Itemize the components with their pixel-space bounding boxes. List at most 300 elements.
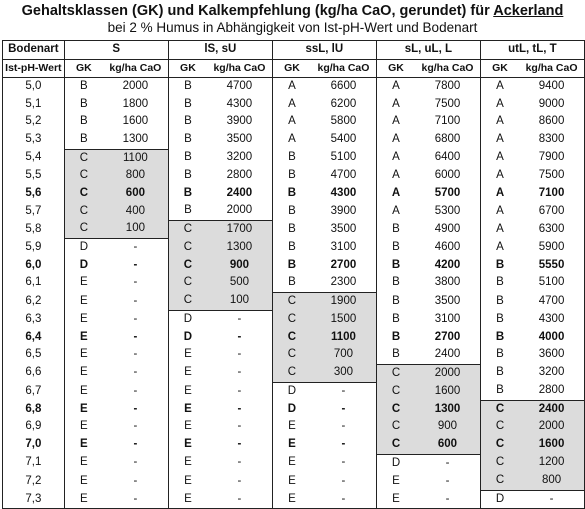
cao-cell: 1100 bbox=[103, 149, 168, 167]
ph-value: 7,3 bbox=[3, 490, 65, 509]
cao-cell: 700 bbox=[311, 346, 376, 364]
gk-cell: E bbox=[64, 472, 103, 490]
gk-cell: A bbox=[376, 131, 415, 149]
table-row bbox=[3, 149, 585, 167]
cao-cell: - bbox=[519, 490, 584, 509]
table-row bbox=[3, 364, 585, 382]
gk-cell: A bbox=[480, 131, 519, 149]
gk-cell: A bbox=[376, 167, 415, 185]
table-row bbox=[3, 96, 585, 114]
ph-value: 5,1 bbox=[3, 96, 65, 114]
gk-cell: B bbox=[272, 220, 311, 238]
subheader-cao: kg/ha CaO bbox=[415, 59, 480, 78]
gk-cell: C bbox=[376, 400, 415, 418]
gk-cell: D bbox=[168, 329, 207, 347]
gk-cell: D bbox=[64, 257, 103, 275]
gk-cell: E bbox=[64, 310, 103, 328]
cao-cell: - bbox=[341, 438, 346, 451]
cao-cell: - bbox=[237, 330, 242, 343]
gk-cell: B bbox=[480, 310, 519, 328]
cao-cell: - bbox=[237, 402, 242, 415]
gk-cell: A bbox=[272, 113, 311, 131]
cao-cell: 1800 bbox=[122, 97, 149, 110]
gk-cell: B bbox=[376, 239, 415, 257]
cao-cell: 1600 bbox=[519, 436, 584, 454]
gk-cell: C bbox=[376, 436, 415, 454]
gk-cell: D bbox=[376, 454, 415, 472]
gk-cell: C bbox=[480, 418, 519, 436]
gk-cell: A bbox=[376, 202, 415, 220]
cao-cell: 1900 bbox=[311, 292, 376, 310]
cao-cell: - bbox=[341, 474, 346, 487]
gk-cell: C bbox=[376, 364, 415, 382]
cao-cell: 800 bbox=[519, 472, 584, 490]
cao-cell: 3100 bbox=[434, 312, 461, 325]
cao-cell: - bbox=[133, 402, 138, 415]
ph-value: 5,2 bbox=[3, 113, 65, 131]
cao-cell: 1700 bbox=[207, 220, 272, 238]
gk-cell: B bbox=[480, 329, 519, 347]
cao-cell: 1300 bbox=[207, 239, 272, 257]
gk-cell: E bbox=[168, 436, 207, 454]
gk-cell: C bbox=[64, 202, 103, 220]
lime-recommendation-table bbox=[2, 40, 585, 509]
gk-cell: B bbox=[64, 78, 103, 96]
ph-value: 6,1 bbox=[3, 274, 65, 292]
table-row bbox=[3, 220, 585, 238]
ph-value: 6,2 bbox=[3, 292, 65, 310]
gk-cell: C bbox=[272, 329, 311, 347]
subheader-gk: GK bbox=[480, 59, 519, 78]
gk-cell: A bbox=[480, 78, 519, 96]
gk-cell: C bbox=[376, 382, 415, 400]
table-row bbox=[3, 131, 585, 149]
cao-cell: 1300 bbox=[415, 400, 480, 418]
gk-cell: C bbox=[376, 418, 415, 436]
table-row bbox=[3, 490, 585, 509]
table-row bbox=[3, 113, 585, 131]
table-row bbox=[3, 239, 585, 257]
title-highlight: Ackerland bbox=[493, 3, 564, 19]
gk-cell: B bbox=[64, 96, 103, 114]
gk-cell: E bbox=[168, 490, 207, 509]
cao-cell: 5300 bbox=[434, 204, 461, 217]
gk-cell: B bbox=[480, 382, 519, 400]
cao-cell: 3600 bbox=[519, 346, 584, 364]
gk-cell: A bbox=[480, 185, 519, 203]
cao-cell: 600 bbox=[415, 436, 480, 454]
gk-cell: B bbox=[272, 167, 311, 185]
cao-cell: 900 bbox=[415, 418, 480, 436]
gk-cell: A bbox=[480, 202, 519, 220]
ph-value: 5,3 bbox=[3, 131, 65, 149]
cao-cell: 7800 bbox=[434, 80, 461, 93]
page-title bbox=[0, 3, 585, 20]
cao-cell: 2800 bbox=[519, 382, 584, 400]
gk-cell: B bbox=[376, 346, 415, 364]
cao-cell: 7900 bbox=[519, 149, 584, 167]
cao-cell: 600 bbox=[103, 185, 168, 203]
gk-cell: B bbox=[272, 149, 311, 167]
cao-cell: 2000 bbox=[519, 418, 584, 436]
gk-cell: A bbox=[480, 149, 519, 167]
gk-cell: E bbox=[272, 472, 311, 490]
cao-cell: - bbox=[133, 474, 138, 487]
cao-cell: - bbox=[237, 384, 242, 397]
gk-cell: E bbox=[376, 472, 415, 490]
gk-cell: B bbox=[272, 274, 311, 292]
cao-cell: - bbox=[237, 312, 242, 325]
gk-cell: E bbox=[64, 490, 103, 509]
cao-cell: - bbox=[237, 474, 242, 487]
cao-cell: - bbox=[341, 420, 346, 433]
cao-cell: 4300 bbox=[226, 97, 253, 110]
ph-value: 5,6 bbox=[3, 185, 65, 203]
ph-value: 6,9 bbox=[3, 418, 65, 436]
cao-cell: 1200 bbox=[519, 454, 584, 472]
cao-cell: - bbox=[133, 384, 138, 397]
group-header: ssL, lU bbox=[272, 41, 376, 60]
gk-cell: E bbox=[64, 418, 103, 436]
gk-cell: D bbox=[272, 382, 311, 400]
subheader-cao: kg/ha CaO bbox=[519, 59, 584, 78]
cao-cell: 1300 bbox=[122, 132, 149, 145]
group-header: utL, tL, T bbox=[480, 41, 584, 60]
table-row bbox=[3, 329, 585, 347]
gk-cell: D bbox=[272, 400, 311, 418]
ph-value: 5,5 bbox=[3, 167, 65, 185]
gk-cell: E bbox=[168, 454, 207, 472]
cao-cell: 900 bbox=[207, 257, 272, 275]
cao-cell: - bbox=[207, 490, 272, 509]
header-row-groups bbox=[3, 41, 585, 60]
cao-cell: 9400 bbox=[519, 78, 584, 96]
gk-cell: B bbox=[272, 257, 311, 275]
cao-cell: 1500 bbox=[311, 310, 376, 328]
gk-cell: A bbox=[376, 96, 415, 114]
subheader-gk: GK bbox=[64, 59, 103, 78]
cao-cell: 7500 bbox=[519, 167, 584, 185]
cao-cell: 2000 bbox=[415, 364, 480, 382]
cao-cell: 5400 bbox=[330, 133, 357, 146]
cao-cell: - bbox=[237, 348, 242, 361]
cao-cell: 2000 bbox=[226, 204, 253, 217]
cao-cell: 1100 bbox=[311, 329, 376, 347]
table-row bbox=[3, 436, 585, 454]
gk-cell: E bbox=[64, 400, 103, 418]
subheader-cao: kg/ha CaO bbox=[207, 59, 272, 78]
cao-cell: 6200 bbox=[330, 97, 357, 110]
cao-cell: 3900 bbox=[330, 204, 357, 217]
gk-cell: A bbox=[480, 96, 519, 114]
gk-cell: C bbox=[168, 292, 207, 310]
cao-cell: 5800 bbox=[330, 115, 357, 128]
gk-cell: B bbox=[376, 274, 415, 292]
subheader-cao: kg/ha CaO bbox=[311, 59, 376, 78]
gk-cell: A bbox=[480, 113, 519, 131]
cao-cell: 5900 bbox=[519, 239, 584, 257]
cao-cell: - bbox=[133, 456, 138, 469]
cao-cell: - bbox=[237, 438, 242, 451]
gk-cell: B bbox=[168, 113, 207, 131]
table-row bbox=[3, 292, 585, 310]
cao-cell: 2400 bbox=[434, 348, 461, 361]
gk-cell: B bbox=[480, 292, 519, 310]
gk-cell: D bbox=[64, 239, 103, 257]
table-row bbox=[3, 346, 585, 364]
gk-cell: B bbox=[272, 202, 311, 220]
ph-value: 5,7 bbox=[3, 202, 65, 220]
gk-cell: C bbox=[480, 400, 519, 418]
gk-cell: E bbox=[272, 418, 311, 436]
gk-cell: C bbox=[272, 364, 311, 382]
cao-cell: 2000 bbox=[122, 80, 149, 93]
cao-cell: 4700 bbox=[226, 80, 253, 93]
table-row bbox=[3, 78, 585, 96]
gk-cell: E bbox=[64, 436, 103, 454]
cao-cell: 7500 bbox=[434, 97, 461, 110]
gk-cell: E bbox=[64, 346, 103, 364]
cao-cell: - bbox=[415, 490, 480, 509]
cao-cell: 800 bbox=[103, 167, 168, 185]
gk-cell: A bbox=[376, 185, 415, 203]
gk-cell: B bbox=[168, 131, 207, 149]
ph-value: 6,8 bbox=[3, 400, 65, 418]
gk-cell: E bbox=[64, 329, 103, 347]
cao-cell: - bbox=[237, 420, 242, 433]
cao-cell: 4300 bbox=[330, 186, 357, 199]
gk-cell: A bbox=[376, 78, 415, 96]
gk-cell: B bbox=[168, 78, 207, 96]
gk-cell: E bbox=[64, 382, 103, 400]
cao-cell: - bbox=[237, 456, 242, 469]
gk-cell: C bbox=[168, 257, 207, 275]
table-row bbox=[3, 418, 585, 436]
cao-cell: - bbox=[133, 438, 138, 451]
cao-cell: 4900 bbox=[434, 222, 461, 235]
cao-cell: 2700 bbox=[330, 258, 357, 271]
cao-cell: 3200 bbox=[226, 151, 253, 164]
gk-cell: E bbox=[272, 490, 311, 509]
gk-cell: C bbox=[64, 185, 103, 203]
gk-cell: C bbox=[168, 274, 207, 292]
gk-cell: B bbox=[376, 257, 415, 275]
gk-cell: A bbox=[480, 239, 519, 257]
ph-value: 6,5 bbox=[3, 346, 65, 364]
cao-cell: 4000 bbox=[519, 329, 584, 347]
gk-cell: C bbox=[168, 239, 207, 257]
gk-cell: A bbox=[376, 113, 415, 131]
cao-cell: 4200 bbox=[434, 258, 461, 271]
gk-cell: E bbox=[272, 436, 311, 454]
cao-cell: 7100 bbox=[434, 115, 461, 128]
cao-cell: 1600 bbox=[415, 382, 480, 400]
cao-cell: 3500 bbox=[330, 222, 357, 235]
gk-cell: A bbox=[376, 149, 415, 167]
cao-cell: 2400 bbox=[519, 400, 584, 418]
corner-bottom-cell: Ist-pH-Wert bbox=[3, 59, 65, 78]
table-row bbox=[3, 310, 585, 328]
gk-cell: C bbox=[64, 220, 103, 238]
gk-cell: B bbox=[272, 185, 311, 203]
gk-cell: E bbox=[64, 274, 103, 292]
cao-cell: 6700 bbox=[519, 202, 584, 220]
gk-cell: C bbox=[168, 220, 207, 238]
cao-cell: - bbox=[133, 330, 138, 343]
gk-cell: C bbox=[272, 346, 311, 364]
page bbox=[0, 3, 585, 509]
cao-cell: 4700 bbox=[519, 292, 584, 310]
gk-cell: B bbox=[376, 310, 415, 328]
subheader-gk: GK bbox=[272, 59, 311, 78]
cao-cell: 6600 bbox=[330, 80, 357, 93]
cao-cell: - bbox=[133, 366, 138, 379]
page-subtitle: bei 2 % Humus in Abhängigkeit von Ist-pH-Wert und Bodenart bbox=[107, 20, 478, 35]
gk-cell: B bbox=[168, 185, 207, 203]
ph-value: 6,3 bbox=[3, 310, 65, 328]
gk-cell: B bbox=[272, 239, 311, 257]
gk-cell: C bbox=[272, 292, 311, 310]
group-header: S bbox=[64, 41, 168, 60]
cao-cell: 100 bbox=[103, 220, 168, 238]
cao-cell: - bbox=[341, 402, 346, 415]
table-row bbox=[3, 185, 585, 203]
cao-cell: 2800 bbox=[226, 169, 253, 182]
cao-cell: - bbox=[133, 420, 138, 433]
gk-cell: B bbox=[64, 131, 103, 149]
cao-cell: 6000 bbox=[434, 169, 461, 182]
cao-cell: 6800 bbox=[434, 133, 461, 146]
gk-cell: C bbox=[480, 436, 519, 454]
table-row bbox=[3, 454, 585, 472]
cao-cell: - bbox=[133, 258, 138, 271]
cao-cell: - bbox=[133, 241, 138, 254]
table-row bbox=[3, 167, 585, 185]
cao-cell: - bbox=[445, 474, 450, 487]
cao-cell: 100 bbox=[207, 292, 272, 310]
table-row bbox=[3, 382, 585, 400]
gk-cell: B bbox=[376, 292, 415, 310]
cao-cell: 3100 bbox=[330, 240, 357, 253]
gk-cell: D bbox=[168, 310, 207, 328]
cao-cell: - bbox=[103, 490, 168, 509]
gk-cell: A bbox=[480, 167, 519, 185]
group-header: lS, sU bbox=[168, 41, 272, 60]
ph-value: 6,7 bbox=[3, 382, 65, 400]
ph-value: 5,0 bbox=[3, 78, 65, 96]
ph-value: 5,9 bbox=[3, 239, 65, 257]
cao-cell: - bbox=[445, 456, 450, 469]
gk-cell: B bbox=[168, 96, 207, 114]
ph-value: 5,4 bbox=[3, 149, 65, 167]
gk-cell: C bbox=[64, 167, 103, 185]
gk-cell: C bbox=[272, 310, 311, 328]
cao-cell: 2400 bbox=[226, 186, 253, 199]
title-text: Gehaltsklassen (GK) und Kalkempfehlung (kg/ha CaO, gerundet) für bbox=[21, 3, 494, 19]
table-body bbox=[3, 78, 585, 509]
cao-cell: 400 bbox=[103, 202, 168, 220]
table-row bbox=[3, 257, 585, 275]
cao-cell: 3500 bbox=[226, 133, 253, 146]
group-header: sL, uL, L bbox=[376, 41, 480, 60]
cao-cell: - bbox=[237, 366, 242, 379]
cao-cell: 9000 bbox=[519, 96, 584, 114]
header-row-sub bbox=[3, 59, 585, 78]
gk-cell: D bbox=[480, 490, 519, 509]
cao-cell: 3900 bbox=[226, 115, 253, 128]
cao-cell: - bbox=[133, 294, 138, 307]
cao-cell: 4600 bbox=[434, 240, 461, 253]
gk-cell: B bbox=[376, 220, 415, 238]
cao-cell: - bbox=[341, 456, 346, 469]
gk-cell: B bbox=[168, 149, 207, 167]
gk-cell: B bbox=[480, 274, 519, 292]
gk-cell: E bbox=[64, 364, 103, 382]
subheader-gk: GK bbox=[168, 59, 207, 78]
ph-value: 6,4 bbox=[3, 329, 65, 347]
table-row bbox=[3, 202, 585, 220]
cao-cell: 300 bbox=[311, 364, 376, 382]
cao-cell: 1600 bbox=[122, 115, 149, 128]
cao-cell: 6400 bbox=[434, 151, 461, 164]
gk-cell: B bbox=[480, 346, 519, 364]
cao-cell: 4300 bbox=[519, 310, 584, 328]
subheader-cao: kg/ha CaO bbox=[103, 59, 168, 78]
cao-cell: 2700 bbox=[434, 330, 461, 343]
gk-cell: E bbox=[168, 472, 207, 490]
gk-cell: E bbox=[376, 490, 415, 509]
gk-cell: E bbox=[64, 292, 103, 310]
cao-cell: - bbox=[341, 384, 346, 397]
cao-cell: 6300 bbox=[519, 220, 584, 238]
gk-cell: C bbox=[64, 149, 103, 167]
gk-cell: A bbox=[272, 131, 311, 149]
gk-cell: B bbox=[168, 167, 207, 185]
cao-cell: - bbox=[133, 276, 138, 289]
gk-cell: A bbox=[272, 78, 311, 96]
gk-cell: A bbox=[480, 220, 519, 238]
gk-cell: C bbox=[480, 454, 519, 472]
cao-cell: 4700 bbox=[330, 169, 357, 182]
cao-cell: 5100 bbox=[519, 274, 584, 292]
cao-cell: 3800 bbox=[434, 276, 461, 289]
cao-cell: 5550 bbox=[519, 257, 584, 275]
ph-value: 7,0 bbox=[3, 436, 65, 454]
ph-value: 7,1 bbox=[3, 454, 65, 472]
table-row bbox=[3, 400, 585, 418]
cao-cell: 8300 bbox=[519, 131, 584, 149]
cao-cell: 3500 bbox=[434, 294, 461, 307]
gk-cell: E bbox=[168, 346, 207, 364]
gk-cell: B bbox=[376, 329, 415, 347]
subheader-gk: GK bbox=[376, 59, 415, 78]
gk-cell: E bbox=[168, 382, 207, 400]
corner-top-cell: Bodenart bbox=[3, 41, 65, 60]
gk-cell: B bbox=[168, 202, 207, 220]
cao-cell: 8600 bbox=[519, 113, 584, 131]
cao-cell: 5100 bbox=[330, 151, 357, 164]
cao-cell: 500 bbox=[207, 274, 272, 292]
gk-cell: B bbox=[64, 113, 103, 131]
gk-cell: C bbox=[480, 472, 519, 490]
table-row bbox=[3, 274, 585, 292]
gk-cell: B bbox=[480, 257, 519, 275]
gk-cell: B bbox=[480, 364, 519, 382]
ph-value: 6,6 bbox=[3, 364, 65, 382]
gk-cell: E bbox=[272, 454, 311, 472]
cao-cell: - bbox=[133, 312, 138, 325]
cao-cell: 7100 bbox=[519, 185, 584, 203]
